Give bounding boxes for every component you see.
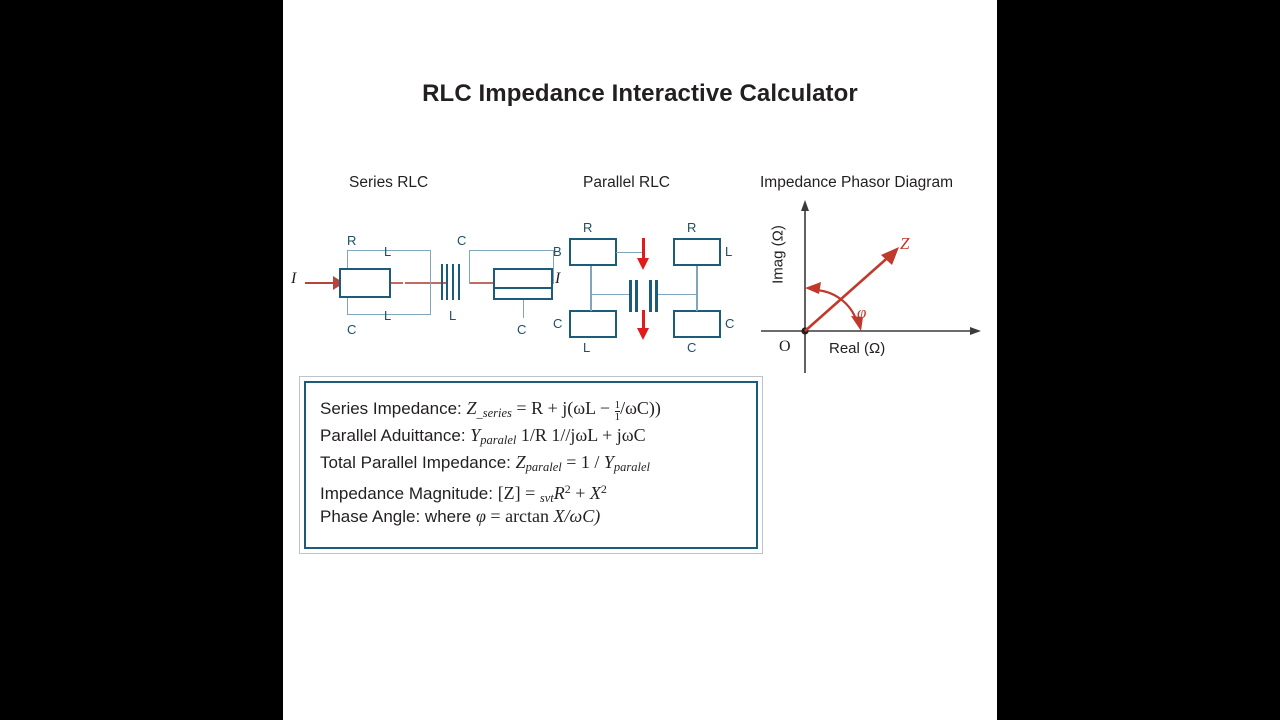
page-title: RLC Impedance Interactive Calculator (422, 80, 858, 107)
formula-phase-arg: X/ωC) (553, 506, 601, 526)
series-right-loop-top (469, 250, 555, 251)
series-label-L-bottom-right: L (449, 308, 457, 323)
phasor-angle-label: φ (857, 303, 867, 322)
formula-box-inner (304, 381, 758, 549)
formula-series-sub: _series (476, 406, 512, 420)
parallel-arrow-bottom-head-icon (637, 328, 649, 340)
parallel-capacitor-plate-right-2 (655, 280, 658, 312)
formula-parallel-sub: paralel (480, 433, 517, 447)
parallel-left-bottom-box (569, 310, 617, 338)
parallel-arrow-bottom-shaft (642, 310, 645, 330)
series-resistor-box (339, 268, 391, 298)
series-label-L-bottom: L (384, 308, 392, 323)
parallel-label-C-right: C (725, 316, 735, 331)
parallel-label-R-left: R (583, 220, 593, 235)
formula-total-sub1: paralel (525, 460, 562, 474)
series-current-in-arrow-shaft (305, 282, 335, 284)
slide-page (283, 0, 997, 720)
formula-magnitude-R-pow: 2 (564, 482, 571, 496)
phasor-origin-label: O (779, 338, 791, 355)
impedance-phasor-diagram (753, 198, 983, 378)
series-capacitor-plate-3 (452, 264, 454, 300)
series-label-R-top: R (347, 233, 357, 248)
formula-magnitude-plus: + (570, 483, 590, 503)
series-label-L-top: L (384, 244, 392, 259)
formula-magnitude-R: R (553, 483, 565, 503)
series-left-loop-right (430, 250, 431, 315)
formula-phase-phi: φ (475, 506, 486, 526)
series-current-in-label: I (291, 270, 297, 287)
formula-magnitude-lhs: [Z] = (497, 483, 540, 503)
formula-magnitude-X-pow: 2 (600, 482, 607, 496)
series-capacitor-plate-4 (458, 264, 460, 300)
formula-series-frac-num: 1 (614, 398, 621, 411)
series-wire-red-3 (469, 282, 494, 284)
section-heading-parallel: Parallel RLC (583, 174, 671, 191)
formula-magnitude-sqrt-glyph: sνt (539, 491, 554, 505)
parallel-arrow-top-head-icon (637, 258, 649, 270)
formula-series-Z: Z (466, 398, 477, 418)
formula-row-series-impedance (320, 395, 756, 422)
formula-label-series: Series Impedance: (320, 399, 462, 418)
parallel-right-bottom-box (673, 310, 721, 338)
parallel-right-vertical-wire (696, 266, 698, 311)
parallel-left-top-box (569, 238, 617, 266)
phasor-vector-label: Z (900, 234, 910, 253)
phasor-y-axis-label: Imag (Ω) (769, 225, 787, 284)
formula-series-tail: /ωC)) (620, 398, 661, 418)
parallel-label-C-left: C (553, 316, 563, 331)
formula-row-parallel-admittance (320, 422, 756, 449)
phasor-y-axis-arrow-icon (801, 200, 809, 211)
phasor-phi-arc-head-left-icon (805, 282, 821, 294)
formula-row-impedance-magnitude (320, 476, 756, 503)
formula-phase-where: where (420, 507, 476, 526)
formula-total-sub2: paralel (613, 460, 651, 474)
formula-label-magnitude: Impedance Magnitude: (320, 484, 493, 503)
series-label-C-bottom: C (347, 322, 357, 337)
formula-series-frac-den: 1 (614, 411, 621, 423)
formula-parallel-tail: 1/R 1//jωL + jωC (516, 425, 646, 445)
series-label-C-bottom-right: C (517, 322, 527, 337)
section-heading-series: Series RLC (349, 174, 429, 191)
phasor-x-axis-label: Real (Ω) (829, 340, 886, 357)
formula-label-phase: Phase Angle: (320, 507, 421, 526)
series-box-divider (495, 287, 551, 289)
formula-label-total-parallel: Total Parallel Impedance: (320, 453, 511, 472)
parallel-label-B-left: B (553, 244, 562, 259)
formula-magnitude-X: X (589, 483, 601, 503)
parallel-label-R-right: R (687, 220, 697, 235)
formula-total-Y: Y (603, 452, 614, 472)
series-label-C-top-right: C (457, 233, 467, 248)
series-capacitor-plate-1 (441, 264, 443, 300)
formula-parallel-Y: Y (470, 425, 481, 445)
formula-box (299, 376, 763, 554)
parallel-capacitor-plate-left-1 (629, 280, 632, 312)
series-current-out-label: I (555, 270, 561, 287)
parallel-left-top-wire (616, 252, 644, 253)
letterbox-left (0, 0, 283, 720)
parallel-label-C-right-below: C (687, 340, 697, 355)
parallel-left-mid-wire (590, 294, 630, 295)
parallel-right-top-box (673, 238, 721, 266)
section-heading-phasor: Impedance Phasor Diagram (760, 174, 953, 191)
formula-row-phase-angle (320, 503, 756, 530)
formula-label-parallel-admittance: Parallel Aduittance: (320, 426, 466, 445)
formula-phase-eq: = arctan (485, 506, 554, 526)
parallel-right-mid-wire (658, 294, 697, 295)
formula-total-eq: = 1 / (561, 452, 604, 472)
series-capacitor-plate-2 (446, 264, 448, 300)
parallel-label-L-right: L (725, 244, 733, 259)
formula-total-Z: Z (515, 452, 526, 472)
series-rlc-diagram (283, 230, 561, 360)
letterbox-right (997, 0, 1280, 720)
parallel-capacitor-plate-right-1 (649, 280, 652, 312)
parallel-label-L-left: L (583, 340, 591, 355)
formula-series-eq: = R + j(ωL − (511, 398, 615, 418)
series-inductor-capacitor-box (493, 268, 553, 300)
series-right-loop-left (469, 250, 470, 284)
formula-row-total-parallel-impedance (320, 449, 756, 476)
phasor-x-axis-arrow-icon (970, 327, 981, 335)
parallel-capacitor-plate-left-2 (635, 280, 638, 312)
parallel-rlc-diagram (549, 210, 749, 360)
parallel-arrow-top-shaft (642, 238, 645, 260)
parallel-left-vertical-wire (590, 266, 592, 311)
